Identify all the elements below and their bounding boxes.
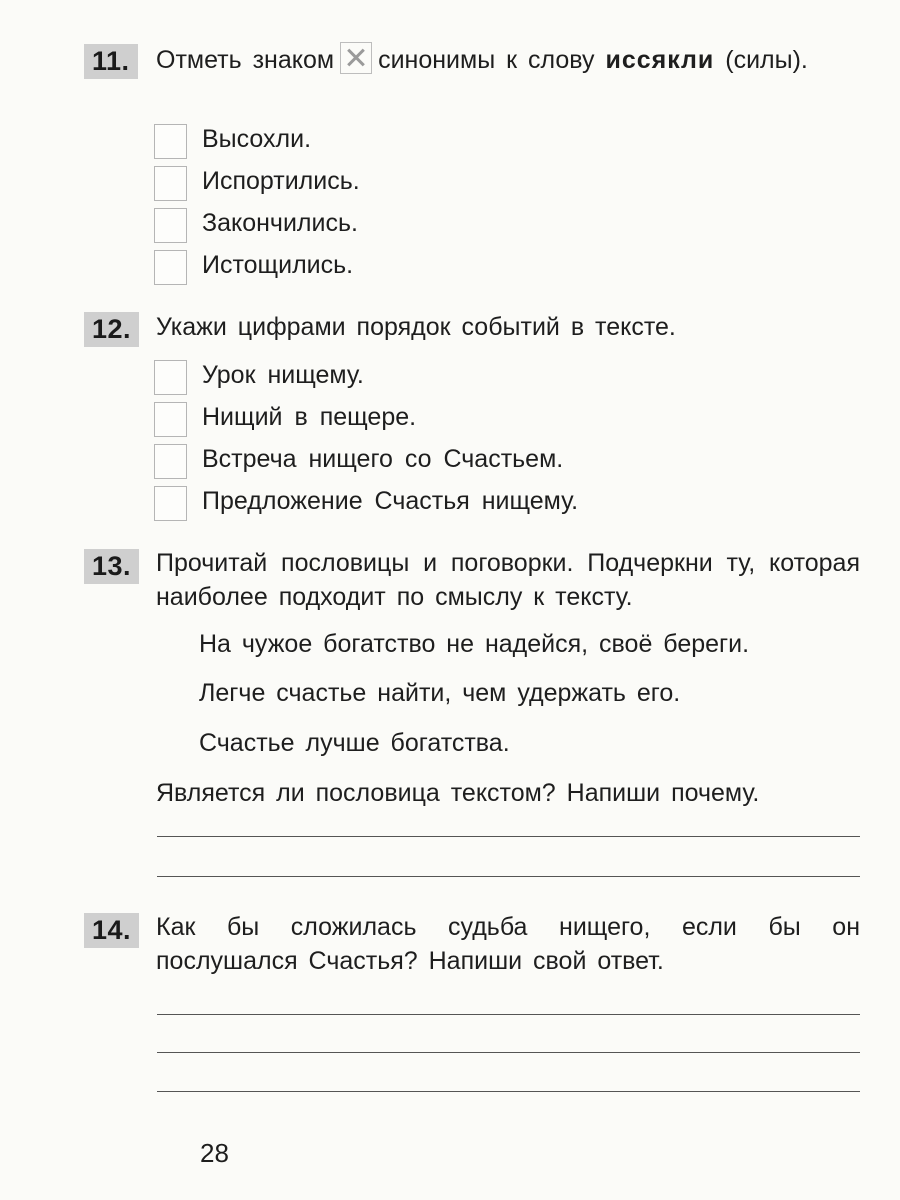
task-question: Укажи цифрами порядок событий в тексте. [156,313,676,341]
question-text-after: синонимы к слову [378,46,595,74]
proverb-item[interactable]: На чужое богатство не надейся, своё береги. [199,630,750,658]
order-number-box[interactable] [154,444,187,479]
answer-line[interactable] [157,876,860,877]
question-text-end: (силы). [725,46,808,74]
task-number: 12. [84,312,139,347]
answer-line[interactable] [157,1091,860,1092]
task-subquestion: Является ли пословица текстом? Напиши почему. [156,779,760,807]
answer-checkbox[interactable] [154,250,187,285]
option-label: Нищий в пещере. [202,403,417,431]
task-question: Как бы сложилась судьба нищего, если бы он послушался Счастья? Напиши свой ответ. [156,913,860,975]
task-number: 11. [84,44,138,79]
option-label: Испортились. [202,167,360,195]
question-text-before: Отметь знаком [156,46,335,74]
option-label: Закончились. [202,209,358,237]
answer-checkbox[interactable] [154,208,187,243]
task-question [156,42,860,77]
option-label: Истощились. [202,251,354,279]
order-number-box[interactable] [154,360,187,395]
answer-line[interactable] [157,1014,860,1015]
target-word: иссякли [605,46,715,74]
order-number-box[interactable] [154,402,187,437]
answer-checkbox[interactable] [154,166,187,201]
answer-line[interactable] [157,836,860,837]
page-number: 28 [200,1138,229,1168]
cross-mark-icon [340,42,372,74]
proverb-item[interactable]: Легче счастье найти, чем удержать его. [199,679,681,707]
answer-line[interactable] [157,1052,860,1053]
task-number: 13. [84,549,139,584]
proverb-item[interactable]: Счастье лучше богатства. [199,729,510,757]
order-number-box[interactable] [154,486,187,521]
option-label: Высохли. [202,125,312,153]
task-number: 14. [84,913,139,948]
option-label: Предложение Счастья нищему. [202,487,579,515]
option-label: Встреча нищего со Счастьем. [202,445,564,473]
option-label: Урок нищему. [202,361,364,389]
task-question: Прочитай пословицы и поговорки. Подчеркни ту, которая наиболее подходит по смыслу к тексту. [156,549,860,611]
answer-checkbox[interactable] [154,124,187,159]
